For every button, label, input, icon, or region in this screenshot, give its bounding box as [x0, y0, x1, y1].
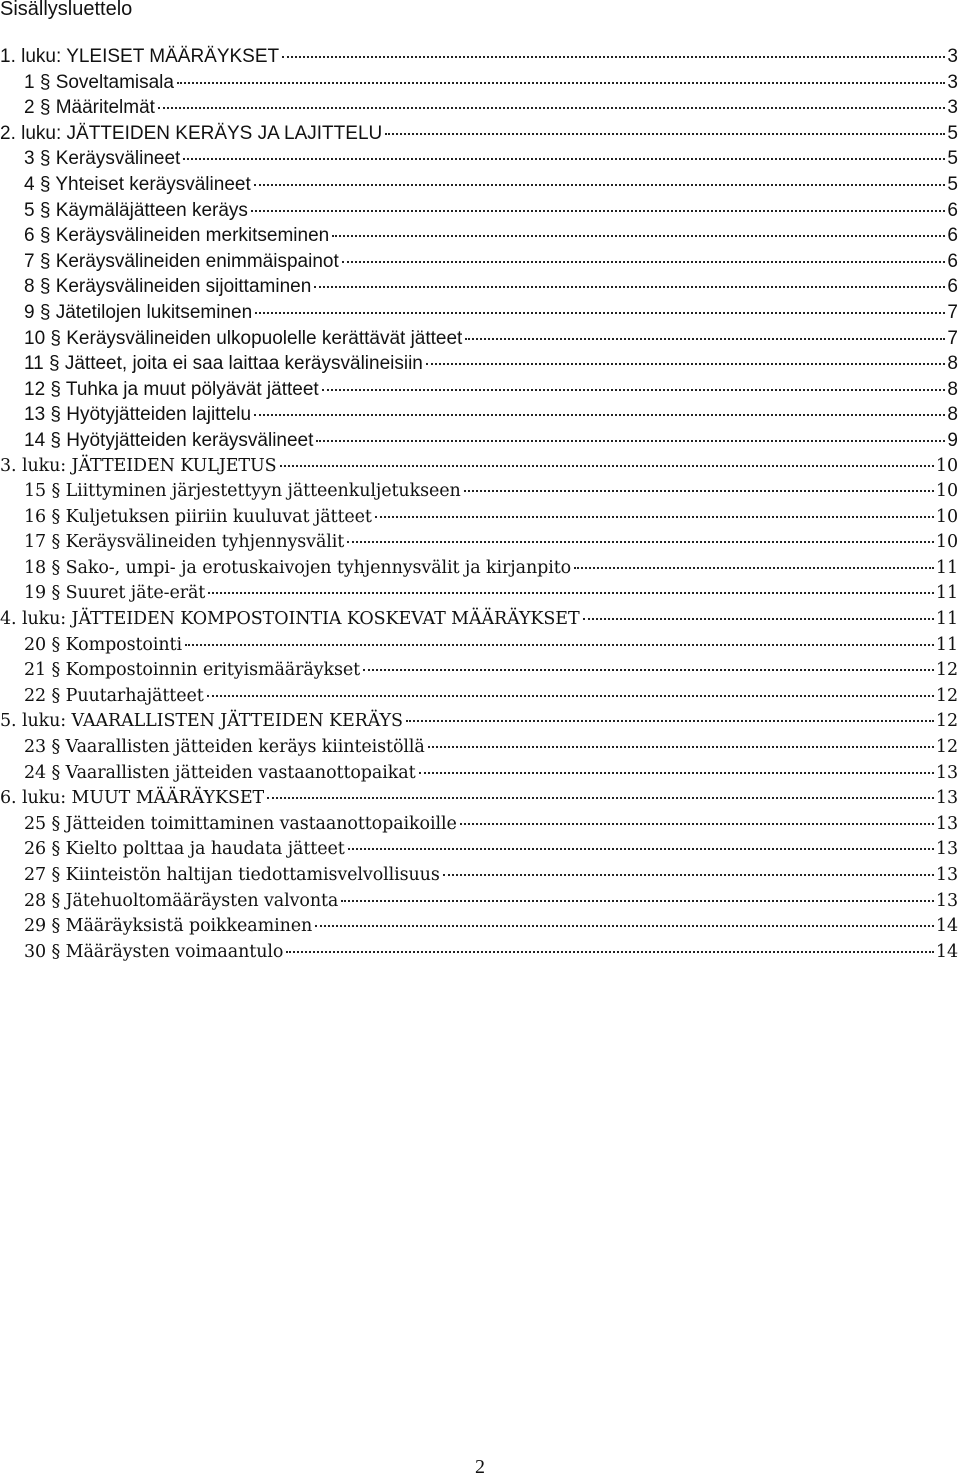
- toc-page-number: 11: [935, 557, 958, 578]
- toc-section-entry[interactable]: [0, 377, 958, 403]
- dot-leader: [185, 644, 934, 646]
- toc-section-entry[interactable]: [0, 761, 958, 787]
- table-of-contents: [0, 44, 958, 965]
- toc-section-entry[interactable]: [0, 889, 958, 915]
- toc-page-number: 13: [935, 788, 958, 809]
- toc-section-entry[interactable]: [0, 658, 958, 684]
- dot-leader: [406, 720, 934, 722]
- toc-chapter-entry[interactable]: [0, 121, 958, 147]
- toc-entry-title: 2 § Määritelmät: [24, 97, 155, 119]
- toc-page-number: 3: [947, 46, 958, 67]
- toc-page-number: 14: [935, 941, 958, 962]
- toc-section-entry[interactable]: [0, 223, 958, 249]
- toc-chapter-entry[interactable]: [0, 44, 958, 70]
- toc-entry-title: 5 § Käymäläjätteen keräys: [24, 199, 248, 221]
- dot-leader: [207, 695, 934, 697]
- toc-entry-title: 24 § Vaarallisten jätteiden vastaanottopaikat: [24, 762, 416, 783]
- toc-page-number: 11: [935, 609, 958, 630]
- toc-page-number: 10: [935, 506, 958, 527]
- toc-page-number: 14: [935, 916, 958, 937]
- toc-page-number: 3: [947, 97, 958, 119]
- toc-entry-title: 3. luku: JÄTTEIDEN KULJETUS: [0, 455, 277, 476]
- toc-entry-title: 4. luku: JÄTTEIDEN KOMPOSTOINTIA KOSKEVAT MÄÄRÄYKSET: [0, 609, 580, 630]
- toc-page-number: 10: [935, 532, 958, 553]
- dot-leader: [428, 746, 934, 748]
- toc-entry-title: 17 § Keräysvälineiden tyhjennysvälit: [24, 532, 345, 553]
- dot-leader: [443, 874, 934, 876]
- dot-leader: [255, 312, 945, 314]
- toc-section-entry[interactable]: [0, 505, 958, 531]
- dot-leader: [286, 951, 934, 953]
- toc-page-number: 8: [947, 404, 958, 426]
- toc-section-entry[interactable]: [0, 428, 958, 454]
- toc-entry-title: 28 § Jätehuoltomääräysten valvonta: [24, 890, 339, 911]
- toc-page-number: 6: [947, 276, 958, 298]
- toc-section-entry[interactable]: [0, 198, 958, 224]
- toc-section-entry[interactable]: [0, 633, 958, 659]
- toc-section-entry[interactable]: [0, 326, 958, 352]
- toc-page-number: 8: [947, 378, 958, 400]
- toc-chapter-entry[interactable]: [0, 607, 958, 633]
- toc-page-number: 12: [935, 685, 958, 706]
- dot-leader: [177, 82, 945, 84]
- toc-section-entry[interactable]: [0, 146, 958, 172]
- dot-leader: [322, 389, 946, 391]
- toc-entry-title: 8 § Keräysvälineiden sijoittaminen: [24, 276, 312, 298]
- toc-entry-title: 19 § Suuret jäte-erät: [24, 583, 206, 604]
- toc-section-entry[interactable]: [0, 812, 958, 838]
- toc-entry-title: 30 § Määräysten voimaantulo: [24, 941, 284, 962]
- toc-page-number: 12: [935, 711, 958, 732]
- dot-leader: [583, 618, 934, 620]
- toc-section-entry[interactable]: [0, 581, 958, 607]
- dot-leader: [460, 823, 934, 825]
- toc-section-entry[interactable]: [0, 735, 958, 761]
- toc-entry-title: 6 § Keräysvälineiden merkitseminen: [24, 225, 330, 247]
- dot-leader: [385, 133, 945, 135]
- toc-page-number: 9: [947, 429, 958, 451]
- toc-section-entry[interactable]: [0, 300, 958, 326]
- dot-leader: [208, 592, 934, 594]
- toc-entry-title: 1. luku: YLEISET MÄÄRÄYKSET: [0, 46, 280, 67]
- toc-section-entry[interactable]: [0, 274, 958, 300]
- toc-entry-title: 26 § Kielto polttaa ja haudata jätteet: [24, 839, 345, 860]
- toc-entry-title: 22 § Puutarhajätteet: [24, 685, 204, 706]
- dot-leader: [267, 797, 934, 799]
- toc-section-entry[interactable]: [0, 940, 958, 966]
- dot-leader: [347, 541, 934, 543]
- toc-entry-title: 18 § Sako-, umpi- ja erotuskaivojen tyhjennysvälit ja kirjanpito: [24, 557, 572, 578]
- toc-page-number: 11: [935, 634, 958, 655]
- toc-section-entry[interactable]: [0, 172, 958, 198]
- toc-section-entry[interactable]: [0, 530, 958, 556]
- dot-leader: [314, 286, 945, 288]
- toc-page-number: 13: [935, 865, 958, 885]
- toc-entry-title: 20 § Kompostointi: [24, 634, 182, 655]
- toc-page-number: 6: [947, 250, 958, 272]
- toc-entry-title: 6. luku: MUUT MÄÄRÄYKSET: [0, 788, 265, 809]
- toc-page-number: 10: [935, 481, 958, 502]
- dot-leader: [341, 900, 934, 902]
- dot-leader: [282, 56, 945, 58]
- toc-entry-title: 29 § Määräyksistä poikkeaminen: [24, 916, 313, 937]
- toc-page-number: 13: [935, 890, 958, 911]
- toc-section-entry[interactable]: [0, 95, 958, 121]
- toc-page-number: 13: [935, 813, 958, 834]
- toc-section-entry[interactable]: [0, 249, 958, 275]
- toc-page-number: 10: [935, 455, 958, 476]
- dot-leader: [348, 848, 934, 850]
- toc-entry-title: 5. luku: VAARALLISTEN JÄTTEIDEN KERÄYS: [0, 711, 403, 732]
- toc-entry-title: 2. luku: JÄTTEIDEN KERÄYS JA LAJITTELU: [0, 122, 383, 144]
- toc-section-entry[interactable]: [0, 351, 958, 377]
- toc-section-entry[interactable]: [0, 70, 958, 96]
- dot-leader: [375, 516, 934, 518]
- toc-entry-title: 25 § Jätteiden toimittaminen vastaanottopaikoille: [24, 813, 457, 834]
- toc-page-number: 11: [935, 583, 958, 604]
- toc-page-number: 5: [947, 122, 958, 144]
- dot-leader: [158, 107, 945, 109]
- dot-leader: [315, 925, 934, 927]
- toc-page-number: 3: [947, 71, 958, 93]
- dot-leader: [342, 261, 946, 263]
- dot-leader: [419, 772, 934, 774]
- toc-entry-title: 16 § Kuljetuksen piiriin kuuluvat jätteet: [24, 506, 372, 527]
- dot-leader: [426, 363, 946, 365]
- toc-entry-title: 27 § Kiinteistön haltijan tiedottamisvelvollisuus: [24, 865, 440, 885]
- toc-entry-title: 11 § Jätteet, joita ei saa laittaa keräysvälineisiin: [24, 353, 423, 375]
- toc-entry-title: 7 § Keräysvälineiden enimmäispainot: [24, 250, 339, 272]
- toc-page-number: 7: [947, 301, 958, 323]
- dot-leader: [280, 465, 934, 467]
- toc-entry-title: 4 § Yhteiset keräysvälineet: [24, 173, 251, 195]
- toc-page-number: 5: [947, 173, 958, 195]
- toc-entry-title: 21 § Kompostoinnin erityismääräykset: [24, 660, 361, 681]
- toc-entry-title: 1 § Soveltamisala: [24, 71, 174, 93]
- toc-section-entry[interactable]: [0, 914, 958, 940]
- toc-entry-title: 3 § Keräysvälineet: [24, 148, 181, 170]
- toc-page-number: 7: [947, 327, 958, 349]
- toc-page-number: 12: [935, 737, 958, 758]
- toc-page-number: 6: [947, 199, 958, 221]
- toc-entry-title: 23 § Vaarallisten jätteiden keräys kiinteistöllä: [24, 737, 425, 758]
- toc-entry-title: 15 § Liittyminen järjestettyyn jätteenkuljetukseen: [24, 481, 461, 502]
- toc-page-number: 13: [935, 839, 958, 860]
- toc-entry-title: 12 § Tuhka ja muut pölyävät jätteet: [24, 378, 319, 400]
- toc-page-number: 5: [947, 148, 958, 170]
- toc-page-number: 8: [947, 353, 958, 375]
- toc-section-entry[interactable]: [0, 837, 958, 863]
- dot-leader: [316, 440, 945, 442]
- page-number: 2: [475, 1456, 485, 1478]
- dot-leader: [251, 210, 946, 212]
- toc-page-number: 12: [935, 660, 958, 681]
- toc-section-entry[interactable]: [0, 479, 958, 505]
- toc-section-entry[interactable]: [0, 684, 958, 710]
- dot-leader: [254, 414, 945, 416]
- toc-chapter-entry[interactable]: [0, 454, 958, 480]
- dot-leader: [464, 490, 934, 492]
- dot-leader: [465, 338, 945, 340]
- toc-entry-title: 13 § Hyötyjätteiden lajittelu: [24, 404, 252, 426]
- dot-leader: [574, 567, 934, 569]
- toc-section-entry[interactable]: [0, 556, 958, 582]
- toc-entry-title: 9 § Jätetilojen lukitseminen: [24, 301, 253, 323]
- dot-leader: [254, 184, 946, 186]
- toc-section-entry[interactable]: [0, 863, 958, 889]
- toc-heading: Sisällysluettelo: [0, 0, 133, 20]
- toc-entry-title: 14 § Hyötyjätteiden keräysvälineet: [24, 429, 314, 451]
- dot-leader: [363, 669, 934, 671]
- toc-page-number: 13: [935, 762, 958, 783]
- toc-entry-title: 10 § Keräysvälineiden ulkopuolelle kerättävät jätteet: [24, 327, 463, 349]
- dot-leader: [183, 158, 945, 160]
- toc-section-entry[interactable]: [0, 402, 958, 428]
- toc-chapter-entry[interactable]: [0, 709, 958, 735]
- dot-leader: [332, 235, 945, 237]
- toc-chapter-entry[interactable]: [0, 786, 958, 812]
- toc-page-number: 6: [947, 225, 958, 247]
